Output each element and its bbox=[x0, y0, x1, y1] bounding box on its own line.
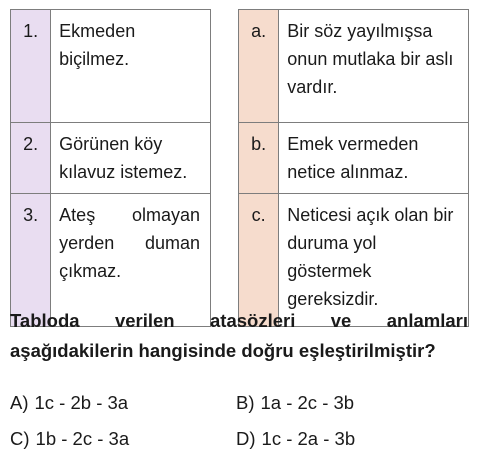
answer-option-d[interactable] bbox=[236, 427, 355, 451]
proverb-text: Ateş olmayan yerden duman çıkmaz. bbox=[59, 205, 200, 281]
table-row bbox=[11, 10, 211, 123]
row-number bbox=[11, 10, 51, 123]
meaning-text: Neticesi açık olan bir duruma yol göstermek gereksizdir. bbox=[287, 205, 454, 309]
answer-option-b[interactable] bbox=[236, 391, 354, 415]
row-letter-label: b. bbox=[251, 134, 267, 154]
meaning-text: Emek vermeden netice alınmaz. bbox=[287, 134, 419, 182]
row-letter bbox=[239, 10, 279, 123]
proverb-cell bbox=[51, 10, 211, 123]
proverbs-table bbox=[10, 9, 211, 327]
row-number-label: 2. bbox=[23, 134, 39, 154]
row-letter-label: a. bbox=[251, 21, 267, 41]
row-letter-label: c. bbox=[251, 205, 266, 225]
option-text: 1c - 2b - 3a bbox=[34, 392, 129, 413]
option-text: 1c - 2a - 3b bbox=[261, 428, 356, 449]
answer-option-c[interactable] bbox=[10, 427, 129, 451]
meaning-text: Bir söz yayılmışsa onun mutlaka bir aslı vardır. bbox=[287, 21, 454, 97]
proverb-cell bbox=[51, 123, 211, 194]
answer-option-a[interactable] bbox=[10, 391, 128, 415]
row-number bbox=[11, 123, 51, 194]
proverb-text: Görünen köy kılavuz istemez. bbox=[59, 134, 188, 182]
meanings-table bbox=[238, 9, 469, 327]
proverb-text: Ekmeden biçilmez. bbox=[59, 21, 136, 69]
option-letter: B) bbox=[236, 392, 255, 413]
row-letter bbox=[239, 123, 279, 194]
meaning-cell bbox=[279, 123, 469, 194]
question-text: Tabloda verilen atasözleri ve anlamları aşağıdakilerin hangisinde doğru eşleştirilmiştir? bbox=[10, 310, 468, 361]
option-text: 1b - 2c - 3a bbox=[35, 428, 130, 449]
row-number-label: 1. bbox=[23, 21, 39, 41]
option-text: 1a - 2c - 3b bbox=[260, 392, 355, 413]
table-row bbox=[239, 10, 469, 123]
table-row bbox=[239, 123, 469, 194]
row-number-label: 3. bbox=[23, 205, 39, 225]
option-letter: A) bbox=[10, 392, 29, 413]
meaning-cell bbox=[279, 10, 469, 123]
table-row bbox=[11, 123, 211, 194]
option-letter: D) bbox=[236, 428, 256, 449]
option-letter: C) bbox=[10, 428, 30, 449]
